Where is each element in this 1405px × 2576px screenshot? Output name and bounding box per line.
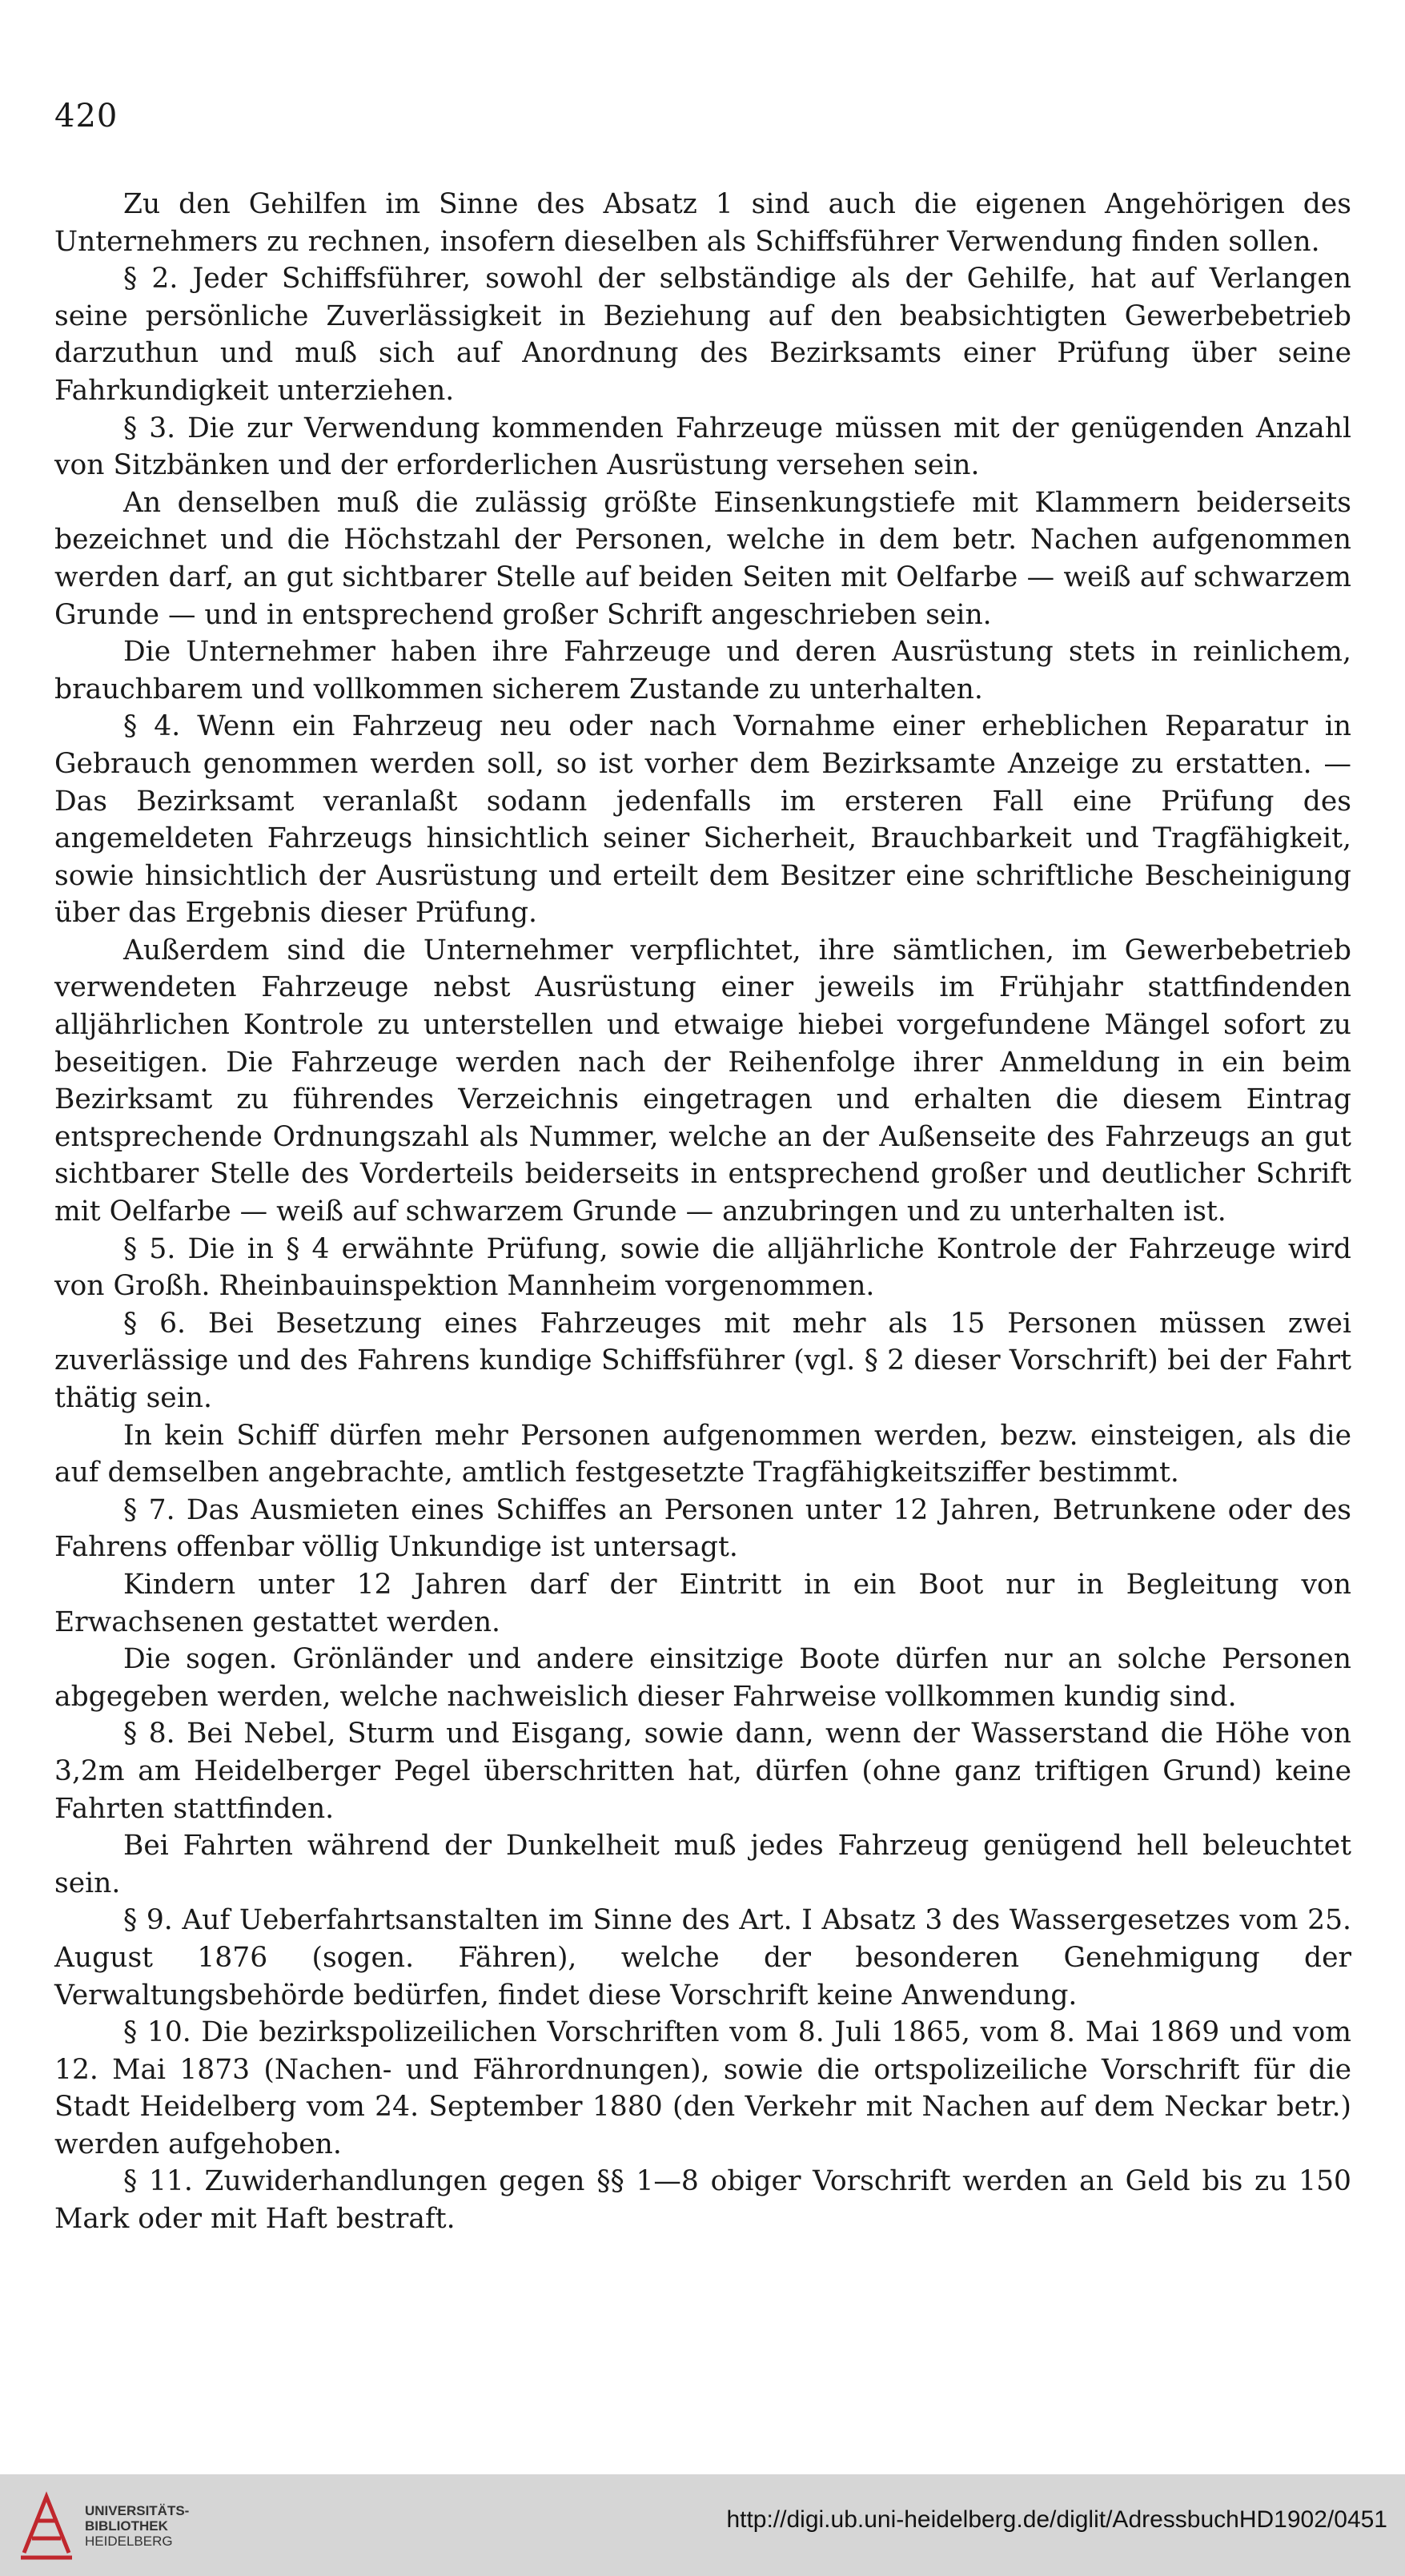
permalink-url[interactable]: http://digi.ub.uni-heidelberg.de/diglit/AdressbuchHD1902/0451 <box>726 2506 1387 2533</box>
paragraph: § 4. Wenn ein Fahrzeug neu oder nach Vornahme einer erheblichen Reparatur in Gebrauch genommen werden soll, so ist vorher dem Bezirksamte Anzeige zu erstatten. — Das Bezirksamt veranlaßt sodann jedenfalls im ersteren Fall eine Prüfung des angemeldeten Fahrzeugs hinsichtlich seiner Sicherheit, Brauchbarkeit und Tragfähigkeit, sowie hinsichtlich der Ausrüstung und erteilt dem Besitzer eine schriftliche Bescheinigung über das Ergebnis dieser Prüfung. <box>54 710 1351 930</box>
paragraph: § 5. Die in § 4 erwähnte Prüfung, sowie die alljährliche Kontrole der Fahrzeuge wird von Großh. Rheinbauinspektion Mannheim vorgenommen. <box>54 1232 1351 1303</box>
library-name-line: BIBLIOTHEK <box>85 2518 168 2534</box>
paragraph: An denselben muß die zulässig größte Einsenkungstiefe mit Klammern beiderseits bezeichnet und die Höchstzahl der Personen, welche in dem betr. Nachen aufgenommen werden darf, an gut sichtbarer Stelle auf beiden Seiten mit Oelfarbe — weiß auf schwarzem Grunde — und in entsprechend großer Schrift angeschrieben sein. <box>54 486 1351 631</box>
paragraph: Bei Fahrten während der Dunkelheit muß jedes Fahrzeug genügend hell beleuchtet sein. <box>54 1830 1351 1899</box>
university-library-logo-icon <box>16 2489 77 2561</box>
paragraph: In kein Schiff dürfen mehr Personen aufgenommen werden, bezw. einsteigen, als die auf demselben angebrachte, amtlich festgesetzte Tragfähigkeitsziffer bestimmt. <box>54 1419 1351 1489</box>
library-name <box>85 2503 189 2549</box>
paragraph: Außerdem sind die Unternehmer verpflichtet, ihre sämtlichen, im Gewerbebetrieb verwendeten Fahrzeuge nebst Ausrüstung einer jeweils im Frühjahr stattfindenden alljährlichen Kontrole zu unterstellen und etwaige hiebei vorgefundene Mängel sofort zu beseitigen. Die Fahrzeuge werden nach der Reihenfolge ihrer Anmeldung in ein beim Bezirksamt zu führendes Verzeichnis eingetragen und erhalten die diesem Eintrag entsprechende Ordnungszahl als Nummer, welche an der Außenseite des Fahrzeugs an gut sichtbarer Stelle des Vorderteils beiderseits in entsprechend großer und deutlicher Schrift mit Oelfarbe — weiß auf schwarzem Grunde — anzubringen und zu unterhalten ist. <box>54 934 1351 1228</box>
paragraph: Die sogen. Grönländer und andere einsitzige Boote dürfen nur an solche Personen abgegeben werden, welche nachweislich dieser Fahrweise vollkommen kundig sind. <box>54 1643 1351 1713</box>
paragraph: § 7. Das Ausmieten eines Schiffes an Personen unter 12 Jahren, Betrunkene oder des Fahrens offenbar völlig Unkundige ist untersagt. <box>54 1493 1351 1564</box>
paragraph: § 6. Bei Besetzung eines Fahrzeuges mit mehr als 15 Personen müssen zwei zuverlässige und des Fahrens kundige Schiffsführer (vgl. § 2 dieser Vorschrift) bei der Fahrt thätig sein. <box>54 1307 1351 1414</box>
page-number: 420 <box>54 98 118 135</box>
paragraph: § 9. Auf Ueberfahrtsanstalten im Sinne des Art. I Absatz 3 des Wassergesetzes vom 25. August 1876 (sogen. Fähren), welche der besonderen Genehmigung der Verwaltungsbehörde bedürfen, findet diese Vorschrift keine Anwendung. <box>54 1904 1351 2011</box>
paragraph: Die Unternehmer haben ihre Fahrzeuge und deren Ausrüstung stets in reinlichem, brauchbarem und vollkommen sicherem Zustande zu unterhalten. <box>54 636 1351 705</box>
paragraph: § 8. Bei Nebel, Sturm und Eisgang, sowie dann, wenn der Wasserstand die Höhe von 3,2m am Heidelberger Pegel überschritten hat, dürfen (ohne ganz triftigen Grund) keine Fahrten stattfinden. <box>54 1718 1351 1825</box>
paragraph: § 11. Zuwiderhandlungen gegen §§ 1—8 obiger Vorschrift werden an Geld bis zu 150 Mark oder mit Haft bestraft. <box>54 2165 1351 2236</box>
document-body <box>54 186 1351 2238</box>
paragraph: § 3. Die zur Verwendung kommenden Fahrzeuge müssen mit der genügenden Anzahl von Sitzbänken und der erforderlichen Ausrüstung versehen sein. <box>54 412 1351 482</box>
paragraph: Zu den Gehilfen im Sinne des Absatz 1 sind auch die eigenen Angehörigen des Unternehmers zu rechnen, insofern dieselben als Schiffsführer Verwendung finden sollen. <box>54 188 1351 258</box>
library-name-line: UNIVERSITÄTS- <box>85 2503 190 2518</box>
viewer-footer <box>0 2474 1405 2576</box>
paragraph: § 2. Jeder Schiffsführer, sowohl der selbständige als der Gehilfe, hat auf Verlangen seine persönliche Zuverlässigkeit in Beziehung auf den beabsichtigten Gewerbebetrieb darzuthun und muß sich auf Anordnung des Bezirksamts einer Prüfung über seine Fahrkundigkeit unterziehen. <box>54 263 1351 407</box>
library-name-line: HEIDELBERG <box>85 2534 173 2549</box>
paragraph: Kindern unter 12 Jahren darf der Eintritt in ein Boot nur in Begleitung von Erwachsenen gestattet werden. <box>54 1568 1351 1638</box>
paragraph: § 10. Die bezirkspolizeilichen Vorschriften vom 8. Juli 1865, vom 8. Mai 1869 und vom 12. Mai 1873 (Nachen- und Fährordnungen), sowie die ortspolizeiliche Vorschrift für die Stadt Heidelberg vom 24. September 1880 (den Verkehr mit Nachen auf dem Neckar betr.) werden aufgehoben. <box>54 2016 1351 2160</box>
